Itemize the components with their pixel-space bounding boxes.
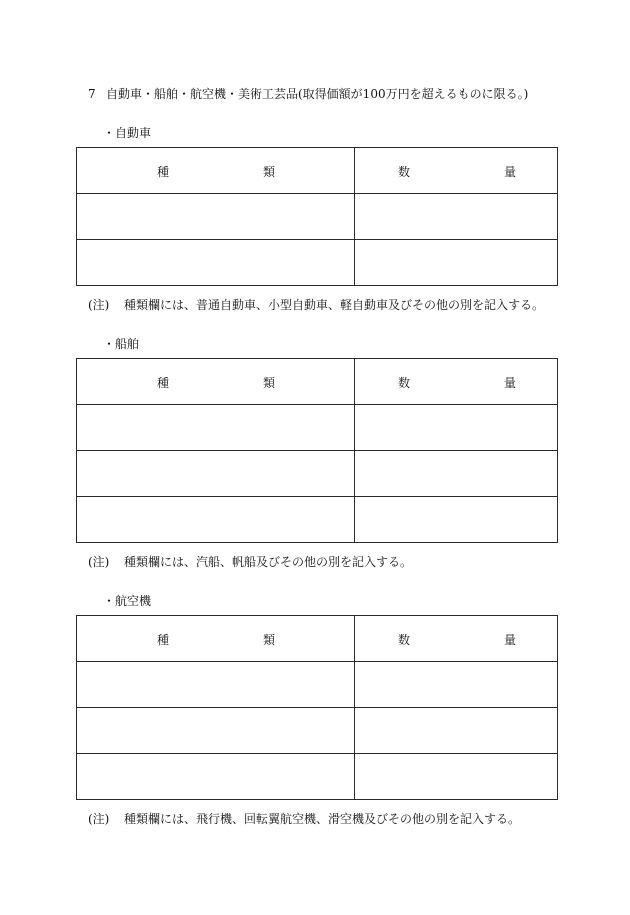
table-row	[77, 662, 558, 708]
note-ship	[88, 553, 412, 570]
note-automobile	[88, 296, 544, 313]
type-cell[interactable]	[77, 754, 355, 800]
type-cell[interactable]	[77, 240, 355, 286]
quantity-cell[interactable]	[355, 662, 558, 708]
table-row	[77, 708, 558, 754]
header-type	[77, 616, 355, 662]
table-row	[77, 497, 558, 543]
header-quantity	[355, 616, 558, 662]
quantity-cell[interactable]	[355, 754, 558, 800]
note-aircraft	[88, 810, 520, 827]
header-quantity-char-2: 量	[504, 165, 517, 179]
header-quantity-char-1: 数	[398, 633, 411, 647]
section-title	[88, 85, 528, 102]
header-quantity-char-2: 量	[504, 376, 517, 390]
type-cell[interactable]	[77, 451, 355, 497]
quantity-cell[interactable]	[355, 708, 558, 754]
type-cell[interactable]	[77, 405, 355, 451]
quantity-cell[interactable]	[355, 451, 558, 497]
header-type-char-2: 類	[263, 376, 276, 390]
header-type-char-1: 種	[157, 376, 170, 390]
note-text: 種類欄には、飛行機、回転翼航空機、滑空機及びその他の別を記入する。	[124, 812, 521, 826]
table-row	[77, 405, 558, 451]
table-row	[77, 240, 558, 286]
heading-automobile: ・自動車	[103, 126, 152, 140]
table-row	[77, 451, 558, 497]
aircraft-table	[76, 615, 558, 800]
header-quantity	[355, 359, 558, 405]
header-quantity	[355, 148, 558, 194]
note-text: 種類欄には、汽船、帆船及びその他の別を記入する。	[124, 555, 413, 569]
note-mark: (注)	[88, 812, 110, 826]
quantity-cell[interactable]	[355, 240, 558, 286]
type-cell[interactable]	[77, 194, 355, 240]
header-type	[77, 148, 355, 194]
note-mark: (注)	[88, 555, 110, 569]
quantity-cell[interactable]	[355, 497, 558, 543]
note-mark: (注)	[88, 298, 110, 312]
header-type-char-1: 種	[157, 633, 170, 647]
table-row	[77, 754, 558, 800]
table-header-row	[77, 148, 558, 194]
table-row	[77, 194, 558, 240]
quantity-cell[interactable]	[355, 405, 558, 451]
note-text: 種類欄には、普通自動車、小型自動車、軽自動車及びその他の別を記入する。	[124, 298, 545, 312]
table-header-row	[77, 359, 558, 405]
header-quantity-char-2: 量	[504, 633, 517, 647]
header-type-char-2: 類	[263, 165, 276, 179]
type-cell[interactable]	[77, 708, 355, 754]
heading-ship: ・船舶	[103, 337, 140, 351]
section-title-text: 自動車・船舶・航空機・美術工芸品(取得価額が100万円を超えるものに限る。)	[106, 87, 529, 101]
header-type-char-2: 類	[263, 633, 276, 647]
ship-table	[76, 358, 558, 543]
table-header-row	[77, 616, 558, 662]
section-number: 7	[88, 87, 96, 101]
quantity-cell[interactable]	[355, 194, 558, 240]
type-cell[interactable]	[77, 497, 355, 543]
header-type	[77, 359, 355, 405]
heading-aircraft: ・航空機	[103, 594, 152, 608]
automobile-table	[76, 147, 558, 286]
type-cell[interactable]	[77, 662, 355, 708]
header-quantity-char-1: 数	[398, 376, 411, 390]
header-type-char-1: 種	[157, 165, 170, 179]
header-quantity-char-1: 数	[398, 165, 411, 179]
